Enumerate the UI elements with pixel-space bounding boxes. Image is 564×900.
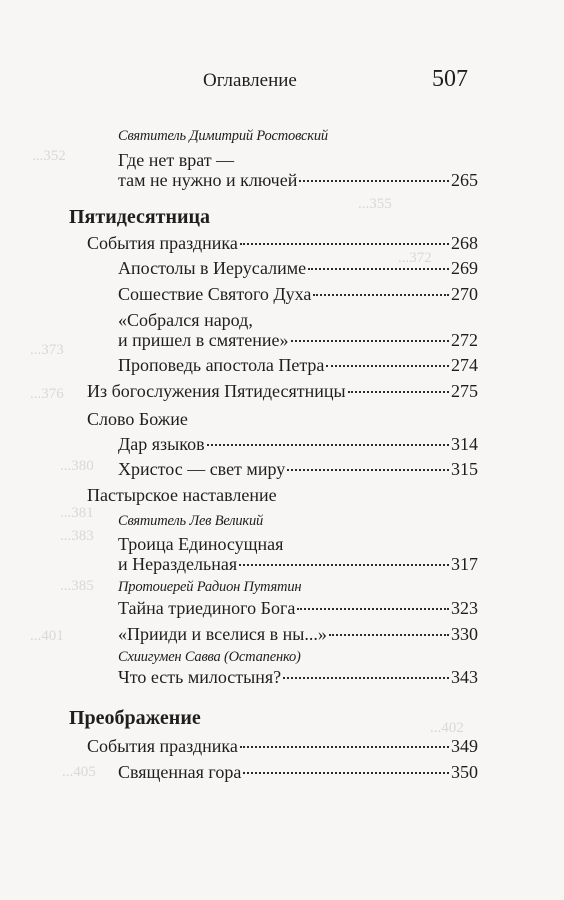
toc-entry[interactable]	[118, 258, 478, 279]
toc-entry-title: Христос — свет миру	[118, 459, 286, 479]
bleed-through-number: ...352	[32, 148, 66, 164]
toc-entry[interactable]	[118, 434, 478, 455]
leader-dots	[287, 469, 449, 471]
page-number: 507	[432, 66, 468, 92]
toc-entry[interactable]	[118, 667, 478, 688]
toc-entry[interactable]	[118, 355, 478, 376]
toc-entry[interactable]	[118, 554, 478, 575]
toc-entry[interactable]	[118, 170, 478, 191]
leader-dots	[291, 340, 450, 342]
author-label: Схиигумен Савва (Остапенко)	[118, 649, 301, 665]
leader-dots	[240, 746, 449, 748]
leader-dots	[240, 243, 449, 245]
toc-entry-title: Священная гора	[118, 762, 242, 782]
toc-entry[interactable]	[118, 762, 478, 783]
toc-entry[interactable]	[87, 233, 478, 254]
bleed-through-number: ...380	[60, 458, 94, 474]
leader-dots	[239, 564, 449, 566]
toc-entry[interactable]	[118, 598, 478, 619]
toc-entry-page: 275	[451, 381, 478, 401]
bleed-through-number: ...372	[398, 250, 432, 266]
toc-entry[interactable]	[118, 624, 478, 645]
toc-entry-title: Дар языков	[118, 434, 205, 454]
bleed-through-number: ...373	[30, 342, 64, 358]
running-head-title: Оглавление	[203, 70, 297, 91]
toc-entry-title: Тайна триединого Бога	[118, 598, 296, 618]
bleed-through-number: ...401	[30, 628, 64, 644]
toc-entry-page: 269	[451, 258, 478, 278]
toc-entry-page: 343	[451, 667, 478, 687]
author-label: Святитель Димитрий Ростовский	[118, 128, 328, 144]
toc-entry-title: «Прииди и вселися в ны...»	[118, 624, 327, 644]
leader-dots	[297, 608, 449, 610]
leader-dots	[313, 294, 449, 296]
toc-entry-title: Апостолы в Иерусалиме	[118, 258, 307, 278]
bleed-through-number: ...405	[62, 764, 96, 780]
toc-entry-title: Проповедь апостола Петра	[118, 355, 325, 375]
toc-entry-page: 350	[451, 762, 478, 782]
toc-entry-page: 268	[451, 233, 478, 253]
toc-entry-title: События праздника	[87, 233, 238, 253]
toc-entry-page: 323	[451, 598, 478, 618]
leader-dots	[299, 180, 449, 182]
toc-entry-page: 265	[451, 170, 478, 190]
toc-entry-title: и пришел в смятение»	[118, 330, 289, 350]
toc-subheading: Слово Божие	[87, 409, 188, 429]
toc-subheading: Пастырское наставление	[87, 485, 277, 505]
section-heading: Преображение	[69, 707, 201, 729]
leader-dots	[207, 444, 449, 446]
toc-entry-title: Сошествие Святого Духа	[118, 284, 312, 304]
leader-dots	[308, 268, 449, 270]
toc-entry-page: 317	[451, 554, 478, 574]
toc-entry-title: и Нераздельная	[118, 554, 238, 574]
toc-entry-page: 270	[451, 284, 478, 304]
toc-entry-line: Где нет врат —	[118, 150, 235, 170]
leader-dots	[283, 677, 449, 679]
leader-dots	[329, 634, 449, 636]
leader-dots	[326, 365, 449, 367]
bleed-through-number: ...385	[60, 578, 94, 594]
toc-entry-line: «Собрался народ,	[118, 310, 253, 330]
toc-entry[interactable]	[87, 381, 478, 402]
toc-entry[interactable]	[118, 330, 478, 351]
toc-entry-page: 274	[451, 355, 478, 375]
bleed-through-number: ...383	[60, 528, 94, 544]
leader-dots	[243, 772, 449, 774]
bleed-through-number: ...402	[430, 720, 464, 736]
toc-entry[interactable]	[118, 459, 478, 480]
toc-entry-line: Троица Единосущная	[118, 534, 284, 554]
section-heading: Пятидесятница	[69, 206, 211, 228]
toc-entry-page: 330	[451, 624, 478, 644]
bleed-through-number: ...376	[30, 386, 64, 402]
toc-entry-page: 314	[451, 434, 478, 454]
author-label: Святитель Лев Великий	[118, 513, 264, 529]
toc-entry[interactable]	[87, 736, 478, 757]
leader-dots	[348, 391, 449, 393]
toc-entry-page: 315	[451, 459, 478, 479]
bleed-through-number: ...355	[358, 196, 392, 212]
toc-entry-page: 349	[451, 736, 478, 756]
author-label: Протоиерей Радион Путятин	[118, 579, 302, 595]
bleed-through-number: ...381	[60, 505, 94, 521]
toc-entry-title: Из богослужения Пятидесятницы	[87, 381, 346, 401]
toc-entry-title: Что есть милостыня?	[118, 667, 282, 687]
toc-entry-page: 272	[451, 330, 478, 350]
toc-entry-title: События праздника	[87, 736, 238, 756]
toc-entry[interactable]	[118, 284, 478, 305]
toc-entry-title: там не нужно и ключей	[118, 170, 298, 190]
